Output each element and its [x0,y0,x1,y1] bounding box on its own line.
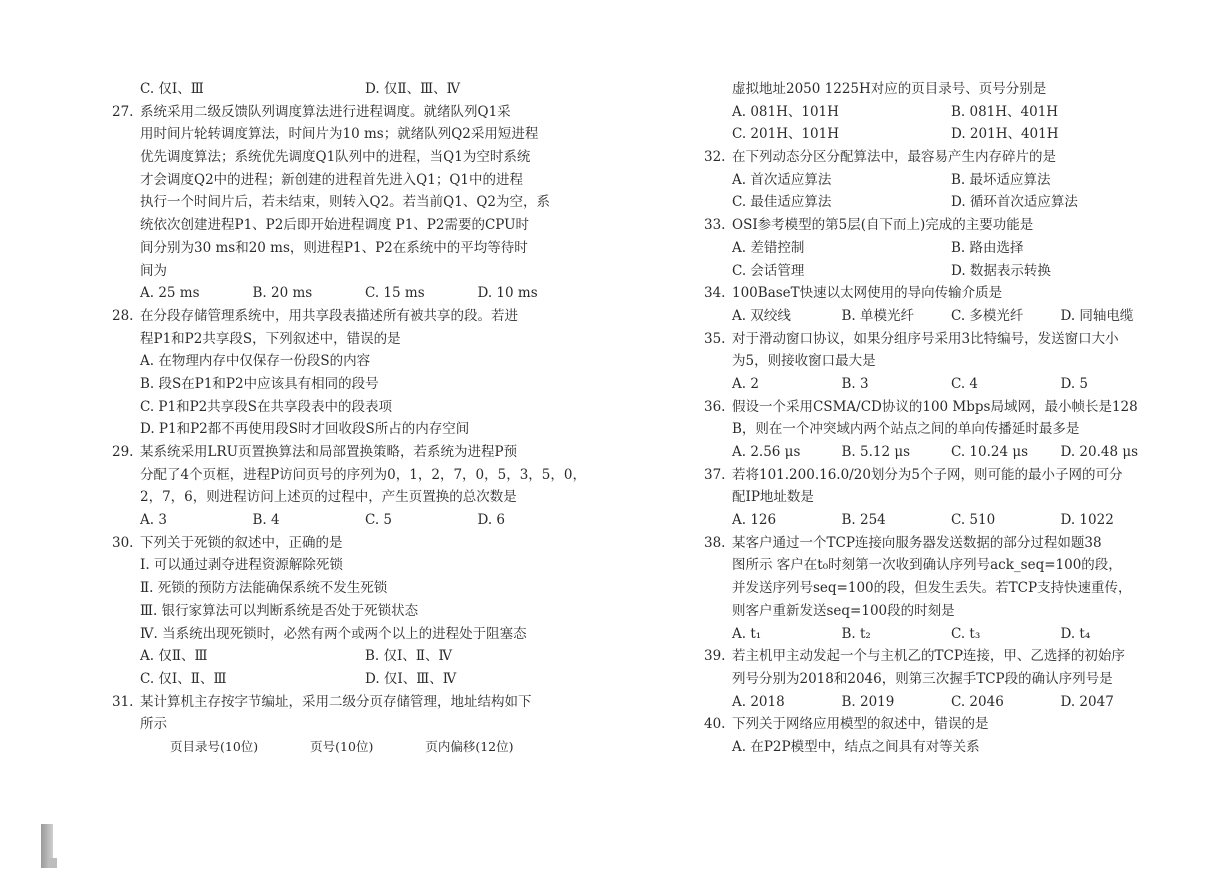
option-a: A. 081H、101H [732,103,839,120]
option-c: C. 5 [365,512,393,529]
address-structure [112,736,590,759]
address-field-page: 页号(10位) [310,738,374,754]
q26-options [112,78,590,101]
option-a: A. 双绞线 [732,307,791,324]
question-text: 某客户通过一个TCP连接向服务器发送数据的部分过程如题38 [732,534,1102,551]
question-text: 所示 [140,716,167,733]
question-text: 为5，则接收窗口最大是 [732,353,876,370]
option-d: D. t₄ [1060,625,1091,642]
question-text: 列号分别为2018和2046，则第三次握手TCP段的确认序列号是 [732,670,1113,687]
answer-options [704,373,1170,396]
option-d: D. 仅Ⅱ、Ⅲ、Ⅳ [365,81,461,97]
option-a: A. 126 [732,512,777,529]
option-b: B. 5.12 μs [841,444,911,460]
question-text: 系统采用二级反馈队列调度算法进行进程调度。就绪队列Q1采 [140,103,511,120]
question-number: 36. [704,398,726,415]
question-29 [112,441,590,532]
left-column [112,78,590,759]
answer-options [704,691,1170,714]
answer-options [112,668,590,691]
option-d: D. 201H、401H [951,126,1059,143]
question-number: 33. [704,217,726,234]
option-d: D. 20.48 μs [1060,444,1139,460]
option-c: C. 4 [951,375,979,392]
question-text: 在下列动态分区分配算法中，最容易产生内存碎片的是 [732,149,1056,166]
option-a: A. 首次适应算法 [732,171,832,188]
option-c: C. 仅Ⅰ、Ⅱ、Ⅲ [140,670,227,687]
option-b: B. 4 [252,512,280,529]
statement-item: Ⅰ. 可以通过剥夺进程资源解除死锁 [140,557,343,574]
option-d: D. 1022 [1060,512,1114,529]
option-d: D. 10 ms [477,285,538,302]
option-c: C. 510 [951,512,996,529]
question-37 [704,464,1170,532]
option-d: D. 5 [1060,375,1089,392]
option-c: C. P1和P2共享段S在共享段表中的段表项 [140,398,393,415]
question-text: 在分段存储管理系统中，用共享段表描述所有被共享的段。若进 [140,307,518,324]
question-text: 统依次创建进程P1、P2后即开始进程调度 P1、P2需要的CPU时 [140,217,530,234]
answer-options [704,123,1170,146]
option-c: C. 10.24 μs [951,444,1029,460]
question-text: 下列关于死锁的叙述中，正确的是 [140,534,343,551]
question-text: 程P1和P2共享段S，下列叙述中，错误的是 [140,330,401,347]
answer-options [112,282,590,305]
question-text: 并发送序列号seq=100的段，但发生丢失。若TCP支持快速重传， [732,580,1132,597]
question-text: 分配了4个页框，进程P访问页号的序列为0，1，2，7，0，5，3，5，0， [140,466,586,483]
option-b: B. 3 [841,375,869,392]
option-a: A. 在P2P模型中，结点之间具有对等关系 [732,738,980,755]
question-text: 某计算机主存按字节编址，采用二级分页存储管理，地址结构如下 [140,693,532,710]
answer-options [704,260,1170,283]
option-b: B. 081H、401H [951,103,1059,120]
question-text: 2，7，6，则进程访问上述页的过程中，产生页置换的总次数是 [140,489,517,506]
question-27 [112,101,590,305]
question-35 [704,328,1170,396]
question-number: 32. [704,149,726,166]
answer-options [704,237,1170,260]
option-b: B. 2019 [841,693,895,710]
question-number: 28. [112,307,134,324]
option-b: B. 最坏适应算法 [951,171,1051,188]
question-text: 才会调度Q2中的进程；新创建的进程首先进入Q1；Q1中的进程 [140,171,523,188]
question-number: 27. [112,103,134,120]
question-text: 用时间片轮转调度算法，时间片为10 ms；就绪队列Q2采用短进程 [140,126,539,143]
option-c: C. 最佳适应算法 [732,194,832,211]
answer-options [112,645,590,668]
statement-item: Ⅲ. 银行家算法可以判断系统是否处于死锁状态 [140,602,419,619]
question-text: 100BaseT快速以太网使用的导向传输介质是 [732,285,1003,302]
answer-options [704,509,1170,532]
option-b: B. 仅Ⅰ、Ⅱ、Ⅳ [365,648,452,665]
option-b: B. t₂ [841,625,871,642]
question-text: 执行一个时间片后，若未结束，则转入Q2。若当前Q1、Q2为空，系 [140,194,550,211]
question-31 [112,691,590,759]
option-a: A. 在物理内存中仅保存一份段S的内容 [140,353,371,370]
question-text: B，则在一个冲突域内两个站点之间的单向传播延时最多是 [732,421,1080,438]
question-number: 29. [112,444,134,460]
statement-item: Ⅳ. 当系统出现死锁时，必然有两个或两个以上的进程处于阻塞态 [140,625,527,642]
option-b: B. 单模光纤 [841,307,915,324]
question-text: 间分别为30 ms和20 ms，则进程P1、P2在系统中的平均等待时 [140,239,528,256]
answer-options [704,305,1170,328]
option-d: D. 数据表示转换 [951,262,1051,279]
question-text: 优先调度算法；系统优先调度Q1队列中的进程，当Q1为空时系统 [140,149,531,166]
answer-options [704,169,1170,192]
question-number: 31. [112,693,134,710]
statement-item: Ⅱ. 死锁的预防方法能确保系统不发生死锁 [140,580,388,597]
option-b: B. 段S在P1和P2中应该具有相同的段号 [140,375,379,392]
question-34 [704,282,1170,327]
question-text: 则客户重新发送seq=100段的时刻是 [732,602,955,619]
option-c: C. 会话管理 [732,262,805,279]
option-b: B. 20 ms [252,285,313,302]
question-number: 30. [112,534,134,551]
question-text: 虚拟地址2050 1225H对应的页目录号、页号分别是 [732,81,1047,97]
question-text: 配IP地址数是 [732,489,814,506]
option-a: A. 25 ms [140,285,200,302]
right-column [704,78,1170,759]
option-d: D. 6 [477,512,506,529]
option-d: D. 2047 [1060,693,1114,710]
question-text: 若主机甲主动发起一个与主机乙的TCP连接，甲、乙选择的初始序 [732,648,1125,665]
question-40 [704,713,1170,758]
question-39 [704,645,1170,713]
address-field-directory: 页目录号(10位) [170,738,259,754]
answer-options [704,441,1170,464]
answer-options [704,191,1170,214]
question-30 [112,532,590,691]
scan-edge-mark [41,824,53,868]
answer-options [704,623,1170,646]
option-a: A. 2018 [732,693,785,710]
question-text: 图所示 客户在t₀时刻第一次收到确认序列号ack_seq=100的段， [732,557,1122,574]
question-text: 若将101.200.16.0/20划分为5个子网，则可能的最小子网的可分 [732,466,1123,483]
question-text: 下列关于网络应用模型的叙述中，错误的是 [732,716,989,733]
question-number: 35. [704,330,726,347]
address-field-offset: 页内偏移(12位) [425,738,514,754]
answer-options [112,509,590,532]
option-b: B. 254 [841,512,886,529]
option-d: D. 循环首次适应算法 [951,194,1078,211]
option-a: A. t₁ [732,625,762,642]
option-a: A. 仅Ⅱ、Ⅲ [140,648,208,665]
question-number: 37. [704,466,726,483]
question-32 [704,146,1170,214]
question-33 [704,214,1170,282]
option-a: A. 差错控制 [732,239,805,256]
question-number: 40. [704,716,726,733]
option-c: C. 2046 [951,693,1004,710]
question-text: 假设一个采用CSMA/CD协议的100 Mbps局域网，最小帧长是128 [732,398,1138,415]
question-31-continued [704,78,1170,146]
question-text: OSI参考模型的第5层(自下而上)完成的主要功能是 [732,217,1034,234]
option-d: D. 同轴电缆 [1060,307,1134,324]
option-a: A. 2 [732,375,759,392]
question-number: 38. [704,534,726,551]
option-d: D. P1和P2都不再使用段S时才回收段S所占的内存空间 [140,421,470,438]
option-a: A. 2.56 μs [732,444,801,460]
option-d: D. 仅Ⅰ、Ⅲ、Ⅳ [365,670,457,687]
question-28 [112,305,590,441]
option-a: A. 3 [140,512,167,529]
question-38 [704,532,1170,645]
option-c: C. 201H、101H [732,126,840,143]
option-c: C. 仅Ⅰ、Ⅲ [140,81,204,97]
question-text: 某系统采用LRU页置换算法和局部置换策略，若系统为进程P预 [140,444,518,460]
question-36 [704,396,1170,464]
question-text: 间为 [140,262,167,279]
option-c: C. 15 ms [365,285,425,302]
option-c: C. t₃ [951,625,981,642]
question-number: 39. [704,648,726,665]
question-text: 对于滑动窗口协议，如果分组序号采用3比特编号，发送窗口大小 [732,330,1119,347]
question-number: 34. [704,285,726,302]
answer-options [704,101,1170,124]
option-b: B. 路由选择 [951,239,1024,256]
option-c: C. 多模光纤 [951,307,1024,324]
